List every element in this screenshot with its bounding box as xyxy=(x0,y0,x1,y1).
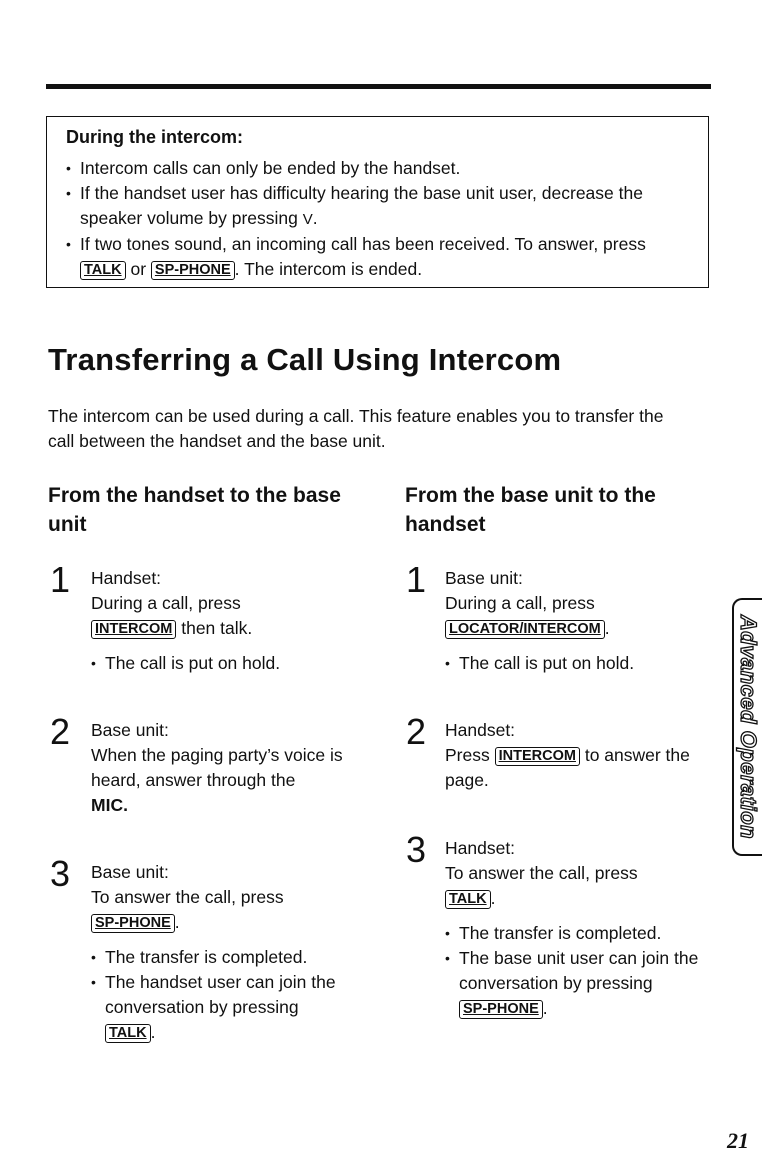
step-bullet: • The call is put on hold. xyxy=(91,651,381,676)
step-text: . xyxy=(604,618,610,638)
volume-down-key-icon: V xyxy=(302,211,313,228)
step-label: Base unit: xyxy=(91,862,169,882)
page-title: Transferring a Call Using Intercom xyxy=(48,342,562,377)
step-bullet xyxy=(445,946,707,1021)
step-text: During a call, press xyxy=(445,593,595,613)
right-column-heading: From the base unit to the handset xyxy=(405,484,656,536)
step-bullet-text: . xyxy=(150,1022,156,1042)
step-label: Handset: xyxy=(445,838,516,858)
step-bullet-text: The base unit user can join the conversation by pressing xyxy=(459,948,699,993)
intercom-key: INTERCOM xyxy=(91,620,176,639)
step-bullet-text: The handset user can join the conversation by pressing xyxy=(105,972,336,1017)
step-label: Base unit: xyxy=(91,720,169,740)
step-bullet: • The call is put on hold. xyxy=(445,651,735,676)
notice-item-text: or xyxy=(130,259,147,279)
section-side-tab xyxy=(732,598,762,856)
notice-item-text: If the handset user has difficulty hearing the base unit user, decrease the speaker volume by pressing xyxy=(80,183,643,228)
notice-item-text: If two tones sound, an incoming call has been received. To answer, press xyxy=(80,234,646,254)
step-number: 2 xyxy=(50,711,71,752)
sp-phone-key: SP-PHONE xyxy=(91,914,175,933)
step-text: To answer the call, press xyxy=(445,863,638,883)
step-number: 1 xyxy=(50,559,71,600)
step-number: 1 xyxy=(406,559,427,600)
step-number: 3 xyxy=(406,829,427,870)
talk-key: TALK xyxy=(105,1024,151,1043)
notice-list xyxy=(66,156,690,282)
step-text: When the paging party’s voice is heard, answer through the xyxy=(91,745,343,790)
step-number: 3 xyxy=(50,853,71,894)
notice-item-text: . xyxy=(312,208,318,228)
step-text: Press xyxy=(445,745,490,765)
intro-text: The intercom can be used during a call. This feature enables you to transfer the call between the handset and the base unit. xyxy=(48,406,664,451)
step-text: . xyxy=(490,888,496,908)
notice-item xyxy=(66,181,690,232)
notice-item-text: . The intercom is ended. xyxy=(234,259,423,279)
step-bullet: • The transfer is completed. xyxy=(91,945,347,970)
step-number: 2 xyxy=(406,711,427,752)
locator-intercom-key: LOCATOR/INTERCOM xyxy=(445,620,605,639)
sp-phone-key: SP-PHONE xyxy=(151,261,235,280)
talk-key: TALK xyxy=(445,890,491,909)
notice-item xyxy=(66,232,690,282)
top-rule xyxy=(46,84,711,89)
step-label: Handset: xyxy=(445,720,516,740)
section-side-tab-label: Advanced Operation xyxy=(736,614,761,840)
step-label: Base unit: xyxy=(445,568,523,588)
step-bullet-text: . xyxy=(542,998,548,1018)
notice-item-text: Intercom calls can only be ended by the handset. xyxy=(80,158,461,178)
step-text: to answer the page. xyxy=(445,745,690,790)
step-bullet xyxy=(91,970,347,1045)
step-text: To answer the call, press xyxy=(91,887,284,907)
page-number: 21 xyxy=(727,1128,749,1153)
step-text: . xyxy=(174,912,180,932)
intercom-key: INTERCOM xyxy=(495,747,580,766)
step-bullet: • The transfer is completed. xyxy=(445,921,707,946)
notice-item xyxy=(66,156,690,181)
talk-key: TALK xyxy=(80,261,126,280)
left-column-heading: From the handset to the base unit xyxy=(48,484,341,536)
step-label: Handset: xyxy=(91,568,162,588)
step-text: then talk. xyxy=(181,618,253,638)
intercom-notice-box xyxy=(46,116,709,288)
notice-heading: During the intercom: xyxy=(66,127,244,147)
sp-phone-key: SP-PHONE xyxy=(459,1000,543,1019)
mic-label: MIC. xyxy=(91,795,128,815)
step-text: During a call, press xyxy=(91,593,241,613)
